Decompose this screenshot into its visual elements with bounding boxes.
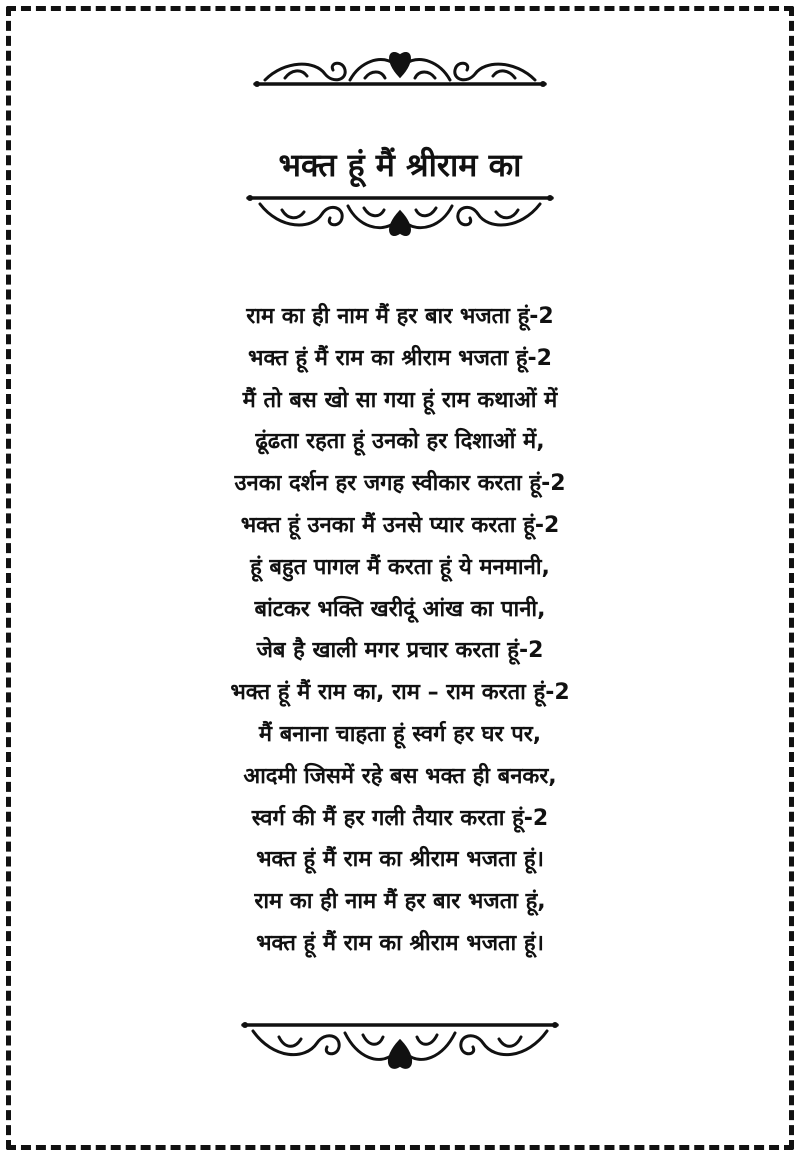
lyrics-verse (0, 296, 800, 965)
top-flourish-icon (245, 40, 555, 96)
lyric-line: उनका दर्शन हर जगह स्वीकार करता हूं-2 (234, 471, 566, 497)
lyric-line: स्वर्ग की मैं हर गली तैयार करता हूं-2 (251, 805, 549, 831)
lyric-line: हूं बहुत पागल मैं करता हूं ये मनमानी, (250, 554, 550, 580)
lyric-line: जेब है खाली मगर प्रचार करता हूं-2 (256, 638, 544, 664)
lyric-line: मैं तो बस खो सा गया हूं राम कथाओं में (242, 387, 558, 413)
lyric-line: ढूंढता रहता हूं उनको हर दिशाओं में, (255, 429, 545, 455)
lyric-line: राम का ही नाम मैं हर बार भजता हूं-2 (246, 304, 554, 329)
lyric-line: राम का ही नाम मैं हर बार भजता हूं, (254, 889, 546, 915)
lyric-line: भक्त हूं मैं राम का, राम – राम करता हूं-2 (230, 680, 570, 706)
song-title: भक्त हूं मैं श्रीराम का (278, 146, 522, 185)
lyric-line: भक्त हूं उनका मैं उनसे प्यार करता हूं-2 (240, 512, 560, 538)
title-flourish-icon (240, 190, 560, 246)
bottom-flourish-icon (235, 1015, 565, 1079)
lyric-line: मैं बनाना चाहता हूं स्वर्ग हर घर पर, (258, 721, 542, 747)
lyric-line: बांटकर भक्ति खरीदूं आंख का पानी, (254, 596, 546, 622)
lyric-line: भक्त हूं मैं राम का श्रीराम भजता हूं-2 (248, 345, 552, 371)
lyric-line: भक्त हूं मैं राम का श्रीराम भजता हूं। (256, 930, 544, 956)
lyric-line: आदमी जिसमें रहे बस भक्त ही बनकर, (243, 763, 557, 789)
lyric-line: भक्त हूं मैं राम का श्रीराम भजता हूं। (256, 847, 544, 873)
